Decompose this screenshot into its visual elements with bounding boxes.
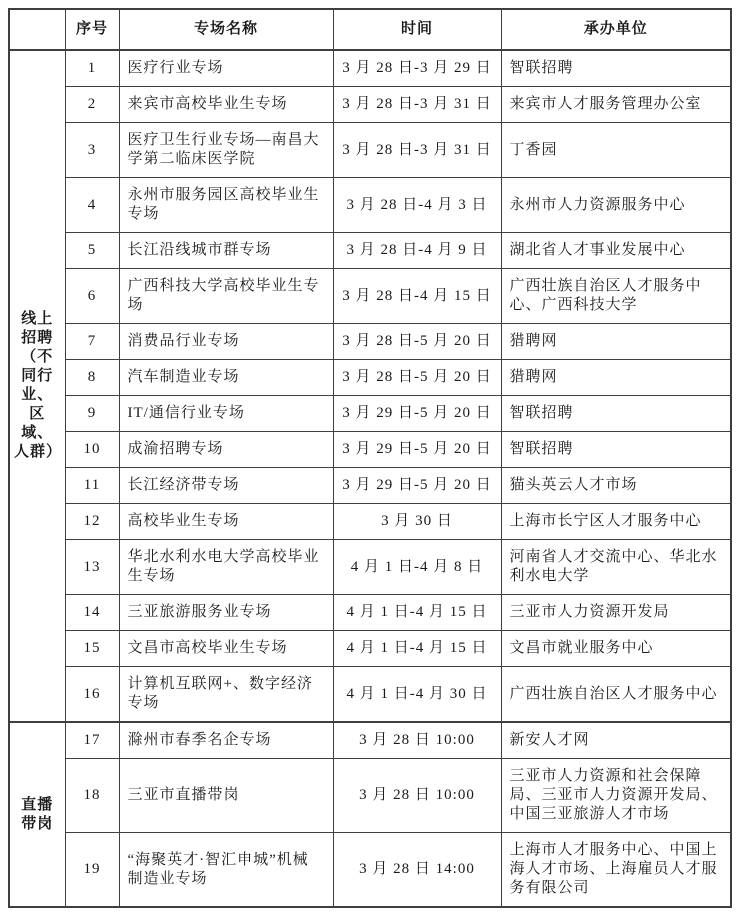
index-cell: 4 (65, 178, 119, 233)
event-name-cell: 广西科技大学高校毕业生专场 (119, 269, 333, 324)
index-cell: 7 (65, 324, 119, 360)
event-name-cell: 文昌市高校毕业生专场 (119, 631, 333, 667)
time-cell: 3 月 30 日 (333, 504, 501, 540)
organizer-cell: 智联招聘 (501, 396, 731, 432)
table-row (9, 631, 731, 667)
time-cell: 3 月 28 日-4 月 15 日 (333, 269, 501, 324)
index-cell: 6 (65, 269, 119, 324)
index-cell: 12 (65, 504, 119, 540)
organizer-cell: 上海市人才服务中心、中国上海人才市场、上海雇员人才服务有限公司 (501, 833, 731, 908)
time-cell: 3 月 29 日-5 月 20 日 (333, 468, 501, 504)
organizer-cell: 智联招聘 (501, 50, 731, 87)
organizer-cell: 上海市长宁区人才服务中心 (501, 504, 731, 540)
event-name-cell: 成渝招聘专场 (119, 432, 333, 468)
event-name-cell: 消费品行业专场 (119, 324, 333, 360)
time-cell: 3 月 28 日-5 月 20 日 (333, 360, 501, 396)
organizer-cell: 猎聘网 (501, 360, 731, 396)
index-cell: 14 (65, 595, 119, 631)
table-row (9, 667, 731, 723)
time-cell: 3 月 28 日 10:00 (333, 722, 501, 759)
event-name-cell: IT/通信行业专场 (119, 396, 333, 432)
index-cell: 8 (65, 360, 119, 396)
header-time-cell: 时间 (333, 9, 501, 50)
recruitment-schedule-table (8, 8, 732, 908)
event-name-cell: 永州市服务园区高校毕业生专场 (119, 178, 333, 233)
organizer-cell: 新安人才网 (501, 722, 731, 759)
index-cell: 1 (65, 50, 119, 87)
table-row (9, 396, 731, 432)
group-label-cell: 线上招聘（不同行业、区域、人群） (9, 50, 65, 722)
header-index-cell: 序号 (65, 9, 119, 50)
header-group-cell (9, 9, 65, 50)
time-cell: 4 月 1 日-4 月 15 日 (333, 595, 501, 631)
event-name-cell: 三亚市直播带岗 (119, 759, 333, 833)
table-row (9, 50, 731, 87)
organizer-cell: 智联招聘 (501, 432, 731, 468)
event-name-cell: 计算机互联网+、数字经济专场 (119, 667, 333, 723)
organizer-cell: 湖北省人才事业发展中心 (501, 233, 731, 269)
time-cell: 3 月 28 日-4 月 3 日 (333, 178, 501, 233)
time-cell: 3 月 28 日 10:00 (333, 759, 501, 833)
event-name-cell: 滁州市春季名企专场 (119, 722, 333, 759)
event-name-cell: 来宾市高校毕业生专场 (119, 87, 333, 123)
table-row (9, 233, 731, 269)
organizer-cell: 永州市人力资源服务中心 (501, 178, 731, 233)
organizer-cell: 猫头英云人才市场 (501, 468, 731, 504)
table-row (9, 759, 731, 833)
organizer-cell: 丁香园 (501, 123, 731, 178)
time-cell: 4 月 1 日-4 月 15 日 (333, 631, 501, 667)
table-row (9, 504, 731, 540)
event-name-cell: 三亚旅游服务业专场 (119, 595, 333, 631)
event-name-cell: 医疗行业专场 (119, 50, 333, 87)
table-body (9, 50, 731, 907)
index-cell: 16 (65, 667, 119, 723)
time-cell: 4 月 1 日-4 月 30 日 (333, 667, 501, 723)
time-cell: 3 月 28 日-4 月 9 日 (333, 233, 501, 269)
group-label-cell: 直播带岗 (9, 722, 65, 907)
header-organizer-cell: 承办单位 (501, 9, 731, 50)
organizer-cell: 来宾市人才服务管理办公室 (501, 87, 731, 123)
index-cell: 15 (65, 631, 119, 667)
index-cell: 13 (65, 540, 119, 595)
time-cell: 3 月 29 日-5 月 20 日 (333, 432, 501, 468)
time-cell: 3 月 28 日-5 月 20 日 (333, 324, 501, 360)
table-header (9, 9, 731, 50)
time-cell: 4 月 1 日-4 月 8 日 (333, 540, 501, 595)
event-name-cell: 华北水利水电大学高校毕业生专场 (119, 540, 333, 595)
index-cell: 17 (65, 722, 119, 759)
table-row (9, 324, 731, 360)
time-cell: 3 月 28 日-3 月 31 日 (333, 87, 501, 123)
index-cell: 10 (65, 432, 119, 468)
table-row (9, 360, 731, 396)
time-cell: 3 月 29 日-5 月 20 日 (333, 396, 501, 432)
header-event-name-cell: 专场名称 (119, 9, 333, 50)
table-row (9, 595, 731, 631)
table-row (9, 123, 731, 178)
organizer-cell: 河南省人才交流中心、华北水利水电大学 (501, 540, 731, 595)
organizer-cell: 三亚市人力资源和社会保障局、三亚市人力资源开发局、中国三亚旅游人才市场 (501, 759, 731, 833)
time-cell: 3 月 28 日-3 月 29 日 (333, 50, 501, 87)
header-row (9, 9, 731, 50)
event-name-cell: “海聚英才·智汇申城”机械制造业专场 (119, 833, 333, 908)
time-cell: 3 月 28 日 14:00 (333, 833, 501, 908)
table-row (9, 432, 731, 468)
table-row (9, 178, 731, 233)
organizer-cell: 文昌市就业服务中心 (501, 631, 731, 667)
event-name-cell: 长江沿线城市群专场 (119, 233, 333, 269)
index-cell: 19 (65, 833, 119, 908)
index-cell: 11 (65, 468, 119, 504)
index-cell: 9 (65, 396, 119, 432)
index-cell: 3 (65, 123, 119, 178)
index-cell: 5 (65, 233, 119, 269)
time-cell: 3 月 28 日-3 月 31 日 (333, 123, 501, 178)
table-row (9, 269, 731, 324)
organizer-cell: 广西壮族自治区人才服务中心 (501, 667, 731, 723)
index-cell: 2 (65, 87, 119, 123)
table-row (9, 833, 731, 908)
table-row (9, 468, 731, 504)
organizer-cell: 三亚市人力资源开发局 (501, 595, 731, 631)
organizer-cell: 广西壮族自治区人才服务中心、广西科技大学 (501, 269, 731, 324)
event-name-cell: 汽车制造业专场 (119, 360, 333, 396)
table-row (9, 722, 731, 759)
organizer-cell: 猎聘网 (501, 324, 731, 360)
event-name-cell: 高校毕业生专场 (119, 504, 333, 540)
event-name-cell: 医疗卫生行业专场—南昌大学第二临床医学院 (119, 123, 333, 178)
event-name-cell: 长江经济带专场 (119, 468, 333, 504)
table-row (9, 540, 731, 595)
index-cell: 18 (65, 759, 119, 833)
table-row (9, 87, 731, 123)
